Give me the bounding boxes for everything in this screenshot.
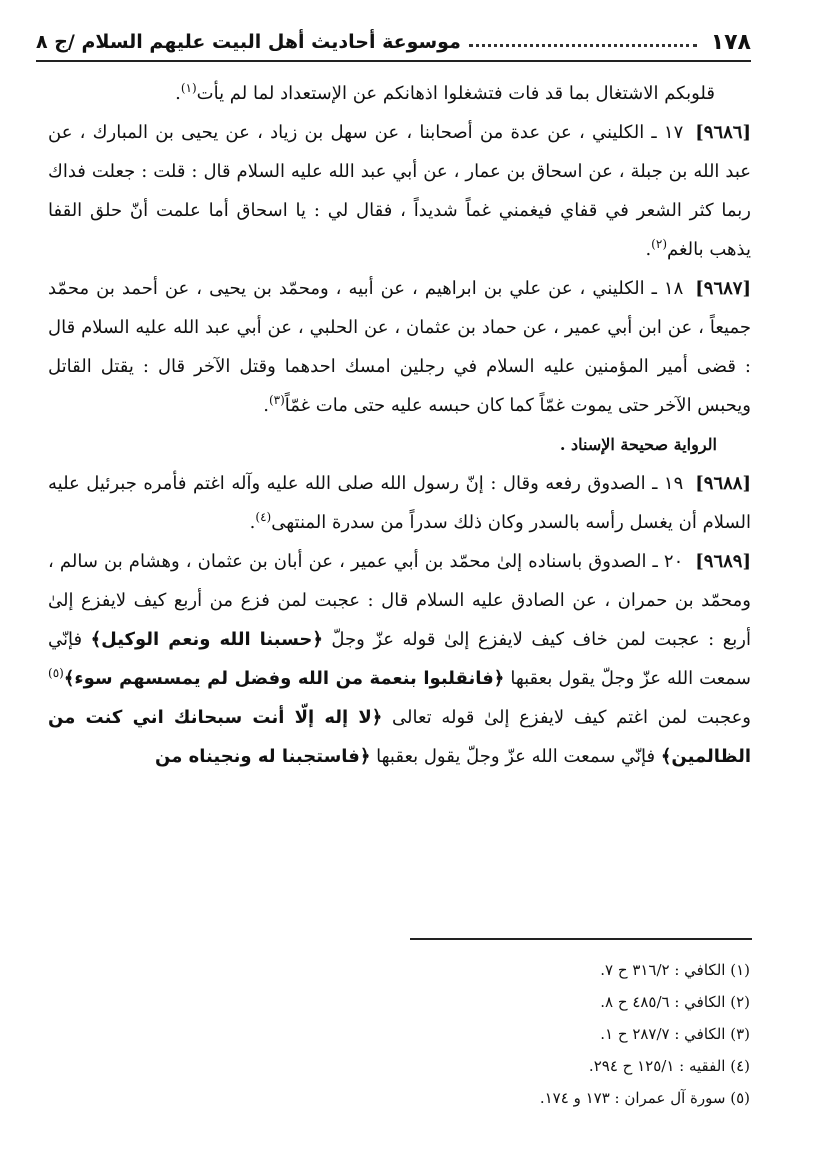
- book-title: موسوعة أحاديث أهل البيت عليهم السلام /ج ٨: [36, 31, 461, 53]
- footnote-ref: (٣): [268, 393, 285, 407]
- footnote: (١) الكافي : ٣١٦/٢ ح ٧.: [600, 961, 750, 979]
- hadith-number: [٩٦٨٩]: [695, 551, 751, 572]
- hadith-9689: [48, 542, 751, 776]
- authenticity-note: الرواية صحيحة الإسناد .: [559, 435, 717, 454]
- paragraph-text: فإنّي سمعت الله عزّ وجلّ يقول بعقبها: [48, 629, 751, 689]
- paragraph-text: فإنّي سمعت الله عزّ وجلّ يقول بعقبها: [376, 746, 656, 767]
- hadith-number: [٩٦٨٨]: [695, 473, 751, 494]
- footnote-ref: (٢): [651, 237, 667, 251]
- paragraph-end: .: [249, 512, 256, 533]
- quran-quote: ﴿لا إله إلّا أنت سبحانك اني كنت من الظالمين﴾: [48, 707, 751, 767]
- quran-quote: ﴿حسبنا الله ونعم الوكيل﴾: [90, 629, 323, 650]
- footnote-separator: [410, 938, 752, 940]
- hadith-9688: [48, 464, 751, 542]
- footnote-ref: (٤): [255, 510, 272, 524]
- hadith-number: [٩٦٨٧]: [695, 278, 751, 299]
- paragraph-end: .: [645, 239, 652, 260]
- paragraph-text: ١٧ ـ الكليني ، عن عدة من أصحابنا ، عن سهل بن زياد ، عن يحيى بن المبارك ، عن عبد الله بن جبلة ، عن اسحاق بن عمار ، عن أبي عبد الله عليه السلام قال : قلت : جعلت فداك ربما كثر الشعر في قفاي فيغمني غماً شديداً ، فقال لي : يا اسحاق أما علمت أنّ حلق القفا يذهب بالغم: [48, 122, 751, 260]
- paragraph-text: ١٩ ـ الصدوق رفعه وقال : إنّ رسول الله صلى الله عليه وآله اغتم فأمره جبرئيل عليه السلام أن يغسل رأسه بالسدر وكان ذلك سدراً من سدرة المنتهى: [48, 473, 751, 533]
- footnote: (٤) الفقيه : ١٢٥/١ ح ٢٩٤.: [588, 1057, 750, 1075]
- quran-quote: ﴿فاستجبنا له ونجيناه من: [155, 746, 371, 767]
- footnote-ref: (٥): [48, 666, 64, 680]
- footnote: (٥) سورة آل عمران : ١٧٣ و ١٧٤.: [539, 1089, 750, 1107]
- hadith-number: [٩٦٨٦]: [695, 122, 751, 143]
- footnote: (٢) الكافي : ٤٨٥/٦ ح ٨.: [600, 993, 750, 1011]
- paragraph-text: قلوبكم الاشتغال بما قد فات فتشغلوا اذهانكم عن الإستعداد لما لم يأت: [196, 83, 715, 104]
- footnotes: [420, 954, 750, 1114]
- paragraph-continuation: [48, 74, 751, 113]
- page-number: ١٧٨: [710, 29, 751, 55]
- header-dot-leader: [469, 44, 697, 47]
- footnote-ref: (١): [180, 81, 197, 95]
- quran-quote: ﴿فانقلبوا بنعمة من الله وفضل لم يمسسهم سوء﴾: [63, 668, 505, 689]
- hadith-9686: [48, 113, 751, 269]
- footnote: (٣) الكافي : ٢٨٧/٧ ح ١.: [600, 1025, 750, 1043]
- running-header: [36, 24, 751, 62]
- paragraph-text: وعجبت لمن اغتم كيف لايفزع إلىٰ قوله تعالى: [392, 707, 751, 728]
- hadith-9687: [48, 269, 751, 425]
- paragraph-text: ٢٠ ـ الصدوق باسناده إلىٰ محمّد بن أبي عمير ، عن أبان بن عثمان ، وهشام بن سالم ، ومحمّد بن حمران ، عن الصادق عليه السلام قال : عجبت لمن فزع من أربع كيف لايفزع إلىٰ أربع : عجبت لمن خاف كيف لايفزع إلىٰ قوله عزّ وجلّ: [48, 551, 751, 650]
- paragraph-text: ١٨ ـ الكليني ، عن علي بن ابراهيم ، عن أبيه ، ومحمّد بن يحيى ، عن أحمد بن محمّد جميعاً ، عن ابن أبي عمير ، عن حماد بن عثمان ، عن الحلبي ، عن أبي عبد الله عليه السلام قال : قضى أمير المؤمنين عليه السلام في رجلين امسك احدهما وقتل الآخر قال : يقتل القاتل ويحبس الآخر حتى يموت غمّاً كما كان حبسه عليه حتى مات غمّاً: [48, 278, 751, 416]
- paragraph-end: .: [175, 83, 181, 104]
- paragraph-end: .: [263, 395, 269, 416]
- main-text: [48, 74, 751, 776]
